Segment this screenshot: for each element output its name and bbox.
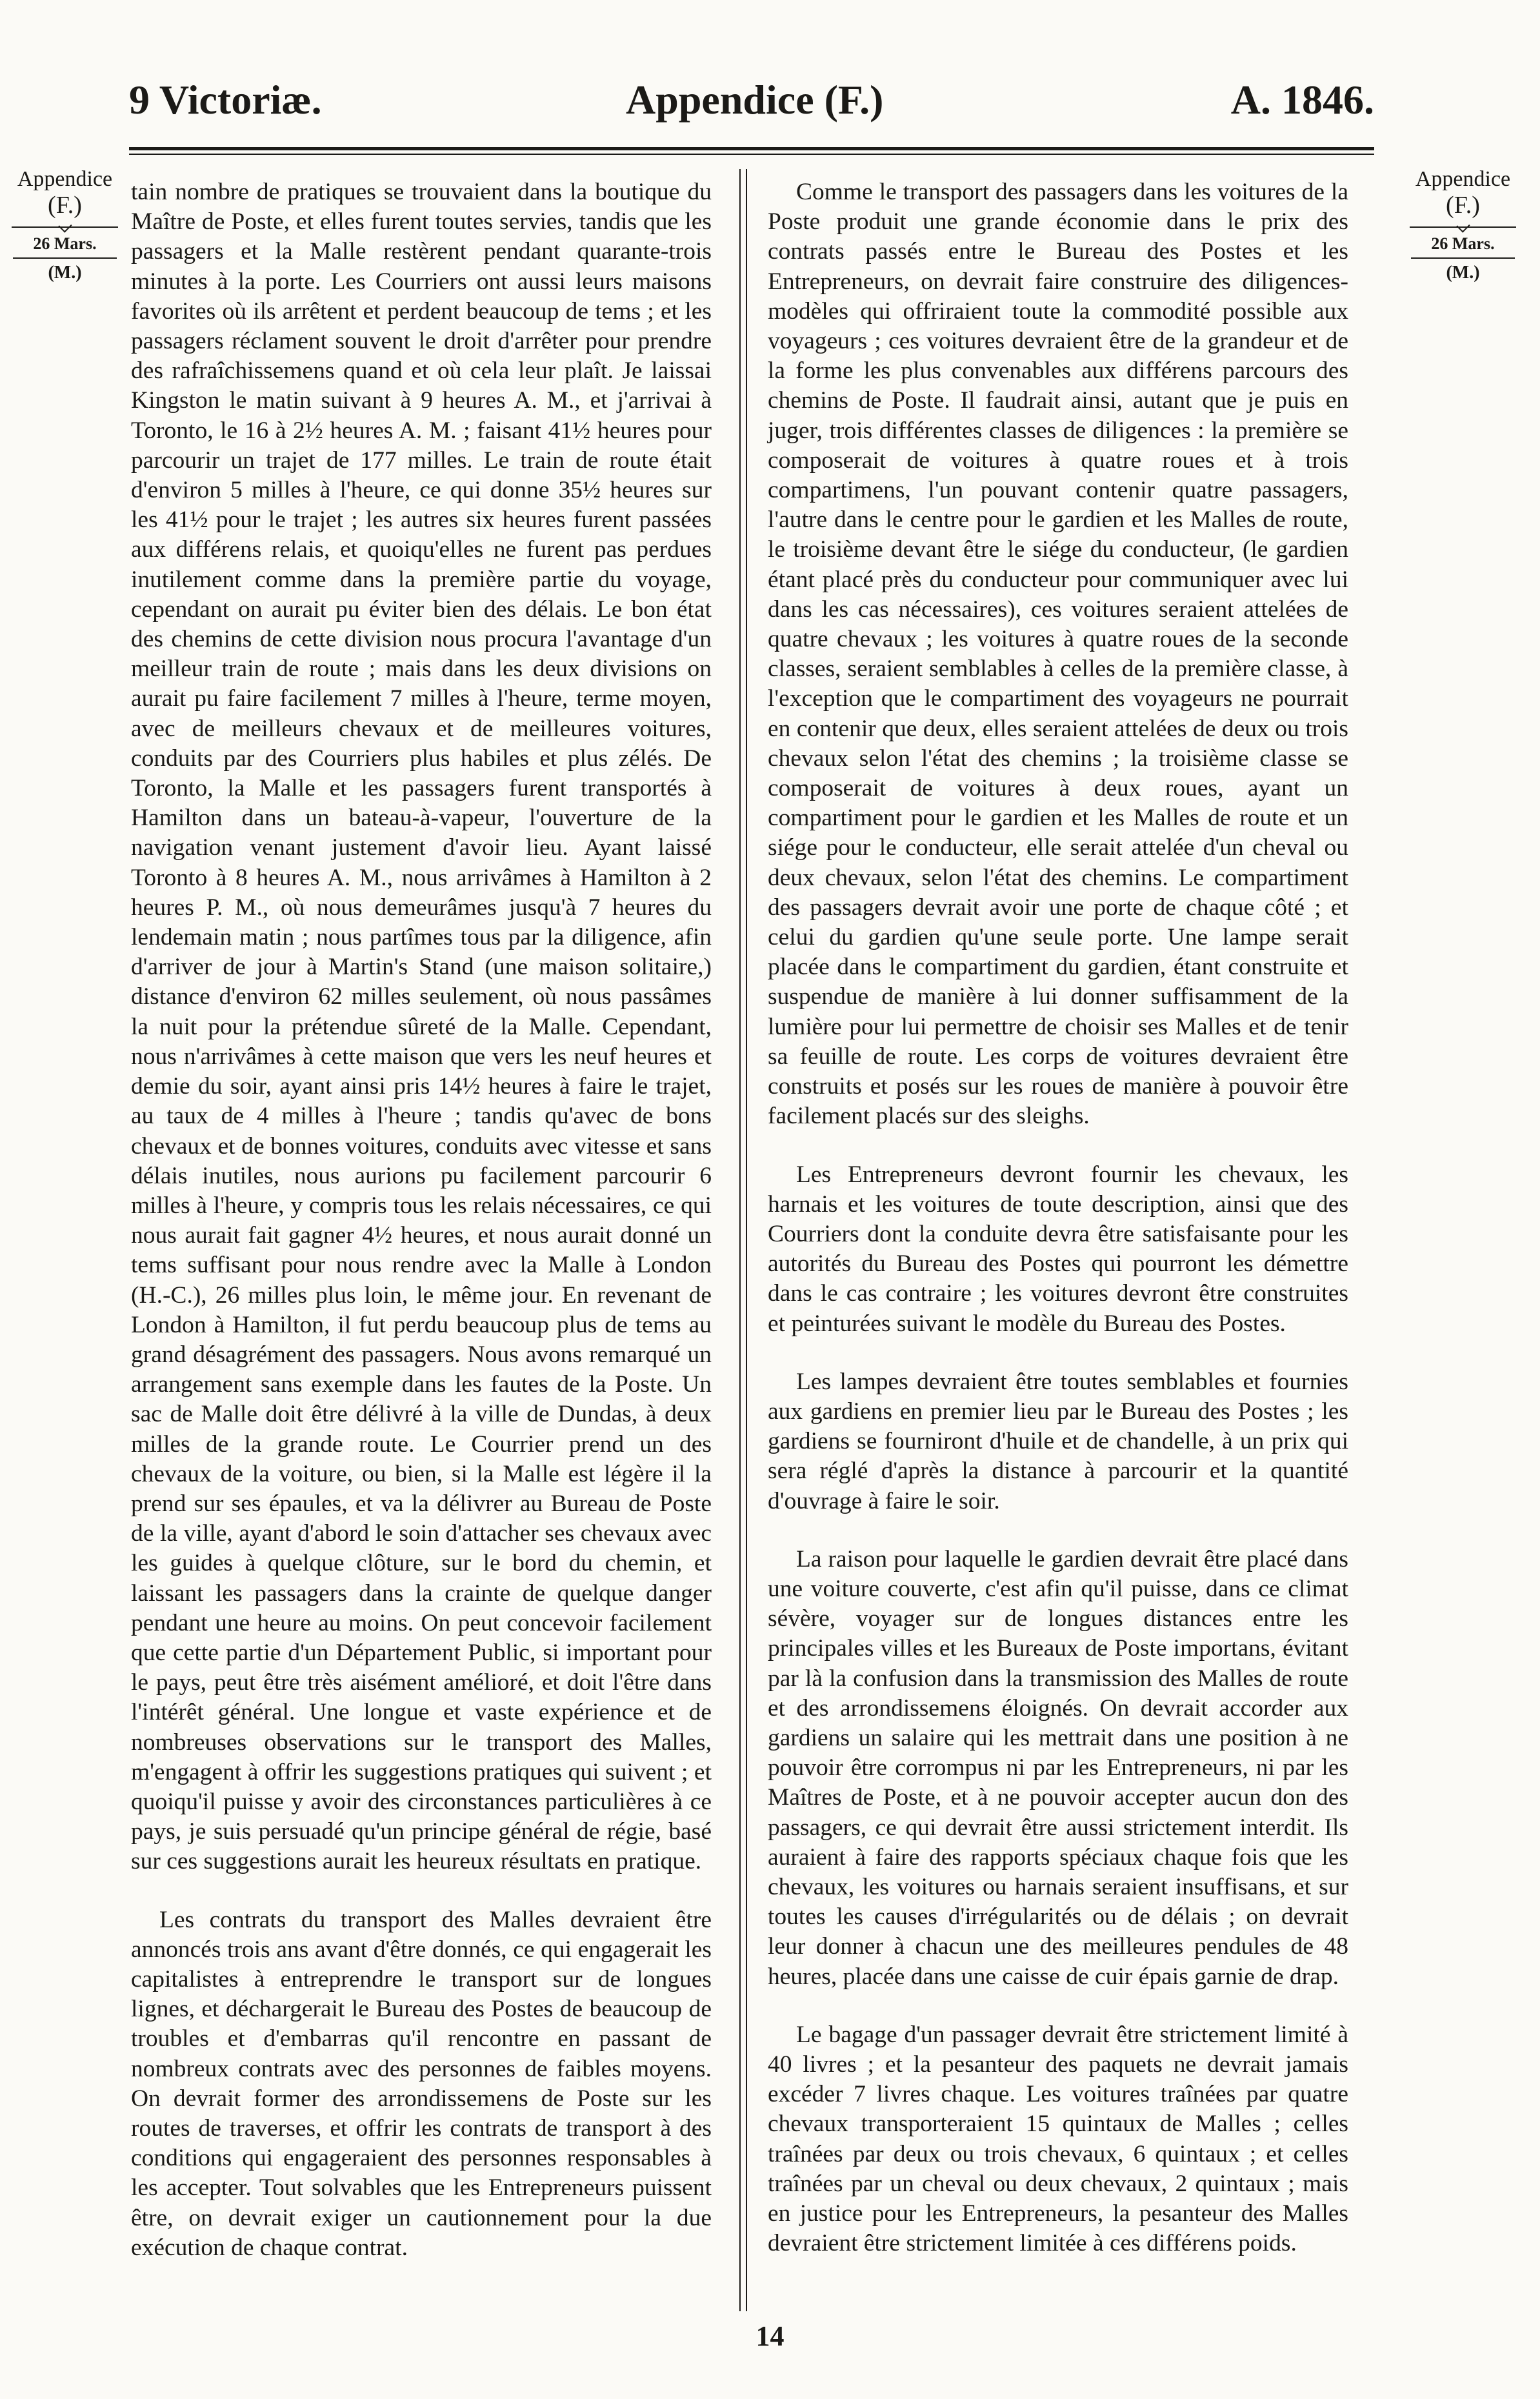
margin-title: Appendice: [1415, 167, 1511, 191]
margin-subtitle: (F.): [48, 192, 82, 219]
paragraph: Les Entrepreneurs devront fournir les chevaux, les harnais et les voitures de toute description, ainsi que des Courriers dont la conduite devra être satisfaisante pour les autorités du Bureau des Postes qui pourront les démettre dans le cas contraire ; les voitures devront être construites et peinturées suivant le modèle du Bureau des Postes.: [768, 1161, 1348, 1337]
column-divider: [746, 169, 747, 2311]
brace-icon: [1403, 220, 1523, 234]
paragraph: Les contrats du transport des Malles devraient être annoncés trois ans avant d'être donnés, ce qui engagerait les capitalistes à entreprendre le transport sur de longues lignes, et déchargerait le Bureau des Postes de beaucoup de troubles et d'embarras qu'il rencontre en passant de nombreux contrats avec des personnes de faibles moyens. On devrait former des arrondissemens de Poste sur les routes de traverses, et offrir les contrats de transport à des conditions qui engageraient des personnes responsables à les accepter. Tout solvables que les Entrepreneurs puissent être, on devrait exiger un cautionnement pour la due exécution de chaque contrat.: [131, 1906, 712, 2261]
margin-code: (M.): [1446, 262, 1480, 283]
margin-date: 26 Mars.: [1431, 234, 1495, 253]
margin-note-left: [5, 166, 125, 283]
header-rule-thick: [129, 147, 1374, 150]
paragraph: Comme le transport des passagers dans les voitures de la Poste produit une grande économie dans le prix des contrats passés entre le Bureau des Postes et les Entrepreneurs, on devrait faire construire des diligences-modèles qui offriraient toute la commodité possible aux voyageurs ; ces voitures devraient être de la grandeur et de la forme les plus convenables aux différens parcours des chemins de Poste. Il faudrait ainsi, autant que je puis en juger, trois différentes classes de diligences : la première se composerait de voitures à quatre roues et à trois compartimens, l'un pouvant contenir quatre passagers, l'autre dans le centre pour le gardien et les Malles de route, le troisième devant être le siége du conducteur, (le gardien étant placé près du conducteur pour communiquer avec lui dans les cas nécessaires), ces voitures seraient attelées de quatre chevaux ; les voitures à quatre roues de la seconde classes, seraient semblables à celles de la première classe, à l'exception que le compartiment des voyageurs ne pourrait en contenir que deux, elles seraient attelées de deux ou trois chevaux selon l'état des chemins ; la troisième classe se composerait de voitures à deux roues, ayant un compartiment pour le gardien et les Malles de route et un siége pour le conducteur, elle serait attelée d'un cheval ou deux chevaux, selon l'état des chemins. Le compartiment des passagers devrait avoir une porte de chaque côté ; et celui du gardien qu'une seule porte. Une lampe serait placée dans le compartiment du gardien, étant construite et suspendue de manière à lui donner suffisamment de la lumière pour lui permettre de choisir ses Malles et de tenir sa feuille de route. Les corps de voitures devraient être construits et posés sur les roues de manière à pouvoir être facilement placés sur des sleighs.: [768, 179, 1348, 1130]
paragraph: Les lampes devraient être toutes semblables et fournies aux gardiens en premier lieu par le Bureau des Postes ; les gardiens se fourniront d'huile et de chandelle, à un prix qui sera réglé d'après la distance à parcourir et la quantité d'ouvrage à faire le soir.: [768, 1368, 1348, 1514]
margin-rule: [13, 257, 117, 259]
margin-rule: [1411, 257, 1515, 259]
margin-code: (M.): [48, 262, 82, 283]
margin-date: 26 Mars.: [33, 234, 97, 253]
paragraph: tain nombre de pratiques se trouvaient dans la boutique du Maître de Poste, et elles furent toutes servies, tandis que les passagers et la Malle restèrent pendant quarante-trois minutes à la porte. Les Courriers ont aussi leurs maisons favorites où ils arrêtent et perdent beaucoup de tems ; et les passagers réclament souvent le droit d'arrêter pour prendre des rafraîchissemens quand et où cela leur plaît. Je laissai Kingston le matin suivant à 9 heures A. M., et j'arrivai à Toronto, le 16 à 2½ heures A. M. ; faisant 41½ heures pour parcourir un trajet de 177 milles. Le train de route était d'environ 5 milles à l'heure, ce qui donne 35½ heures sur les 41½ pour le trajet ; les autres six heures furent passées aux différens relais, et quoiqu'elles ne furent pas perdues inutilement comme dans la première partie du voyage, cependant on aurait pu éviter bien des délais. Le bon état des chemins de cette division nous procura l'avantage d'un meilleur train de route ; mais dans les deux divisions on aurait pu faire facilement 7 milles à l'heure, terme moyen, avec de meilleurs chevaux et de meilleures voitures, conduits par des Courriers plus habiles et plus zélés. De Toronto, la Malle et les passagers furent transportés à Hamilton dans un bateau-à-vapeur, l'ouverture de la navigation venant justement d'avoir lieu. Ayant laissé Toronto à 8 heures A. M., nous arrivâmes à Hamilton à 2 heures P. M., où nous demeurâmes jusqu'à 7 heures du lendemain matin ; nous partîmes tous par la diligence, afin d'arriver de jour à Martin's Stand (une maison solitaire,) distance d'environ 62 milles seulement, où nous passâmes la nuit pour la prétendue sûreté de la Malle. Cependant, nous n'arrivâmes à cette maison que vers les neuf heures et demie du soir, ayant ainsi pris 14½ heures à faire le trajet, au taux de 4 milles à l'heure ; tandis qu'avec de bons chevaux et de bonnes voitures, conduits avec vitesse et sans délais inutiles, nous aurions pu facilement parcourir 6 milles à l'heure, y compris tous les relais nécessaires, ce qui nous aurait fait gagner 4½ heures, et nous aurait donné un tems suffisant pour nous rendre avec la Malle à London (H.-C.), 26 milles plus loin, le même jour. En revenant de London à Hamilton, il fut perdu beaucoup plus de tems au grand désagrément des passagers. Nous avons remarqué un arrangement sans exemple dans les fautes de la Poste. Un sac de Malle doit être délivré à la ville de Dundas, à deux milles de la grande route. Le Courrier prend un des chevaux de la voiture, ou bien, si la Malle est légère il la prend sur ses épaules, et va la délivrer au Bureau de Poste de la ville, ayant d'abord le soin d'attacher ses chevaux avec les guides à quelque clôture, sur le bord du chemin, et laissant les passagers dans la crainte de quelque danger pendant une heure au moins. On peut concevoir facilement que cette partie d'un Département Public, si important pour le pays, peut être très aisément amélioré, et doit l'être dans l'intérêt général. Une longue et vaste expérience et de nombreuses observations sur le transport des Malles, m'engagent à offrir les suggestions pratiques qui suivent ; et quoiqu'il puisse y avoir des circonstances particulières à ce pays, je suis persuadé qu'un principe général de régie, basé sur ces suggestions aurait les heureux résultats en pratique.: [131, 179, 712, 1875]
header-session: 9 Victoriæ.: [129, 77, 322, 123]
left-column: [131, 177, 712, 2263]
header-year: A. 1846.: [1230, 77, 1374, 123]
margin-subtitle: (F.): [1446, 192, 1480, 219]
margin-title: Appendice: [17, 167, 113, 191]
header-appendix: Appendice (F.): [626, 77, 884, 123]
paragraph: La raison pour laquelle le gardien devrait être placé dans une voiture couverte, c'est afin qu'il puisse, dans ce climat sévère, voyager sur de longues distances entre les principales villes et les Bureaux de Poste importans, évitant par là la confusion dans la transmission des Malles de route et des arrondissemens éloignés. On devrait accorder aux gardiens un salaire qui les mettrait dans une position à ne pouvoir être corrompus ni par les Entrepreneurs, ni par les Maîtres de Poste, et à ne pouvoir accepter aucun don des passagers, ce qui devrait être aussi strictement interdit. Ils auraient à faire des rapports spéciaux chaque fois que les chevaux, les voitures ou harnais seraient insuffisans, et sur toutes les causes d'irrégularités ou de délais ; on devrait leur donner à chacun une des meilleures pendules de 48 heures, placée dans une caisse de cuir épais garnie de drap.: [768, 1545, 1348, 1990]
column-divider: [739, 169, 741, 2311]
header-rule-thin: [129, 154, 1374, 155]
paragraph: Le bagage d'un passager devrait être strictement limité à 40 livres ; et la pesanteur des paquets ne devrait jamais excéder 7 livres chaque. Les voitures traînées par quatre chevaux transporteraient 15 quintaux de Malles ; celles traînées par deux ou trois chevaux, 6 quintaux ; et celles traînées par un cheval ou deux chevaux, 2 quintaux ; mais en justice pour les Entrepreneurs, la pesanteur des Malles devraient être strictement limitée à ces différens poids.: [768, 2021, 1348, 2257]
brace-icon: [5, 220, 125, 234]
margin-note-right: [1403, 166, 1523, 283]
page-header: [129, 76, 1374, 141]
right-column: [768, 177, 1348, 2258]
page-number: 14: [755, 2320, 785, 2352]
